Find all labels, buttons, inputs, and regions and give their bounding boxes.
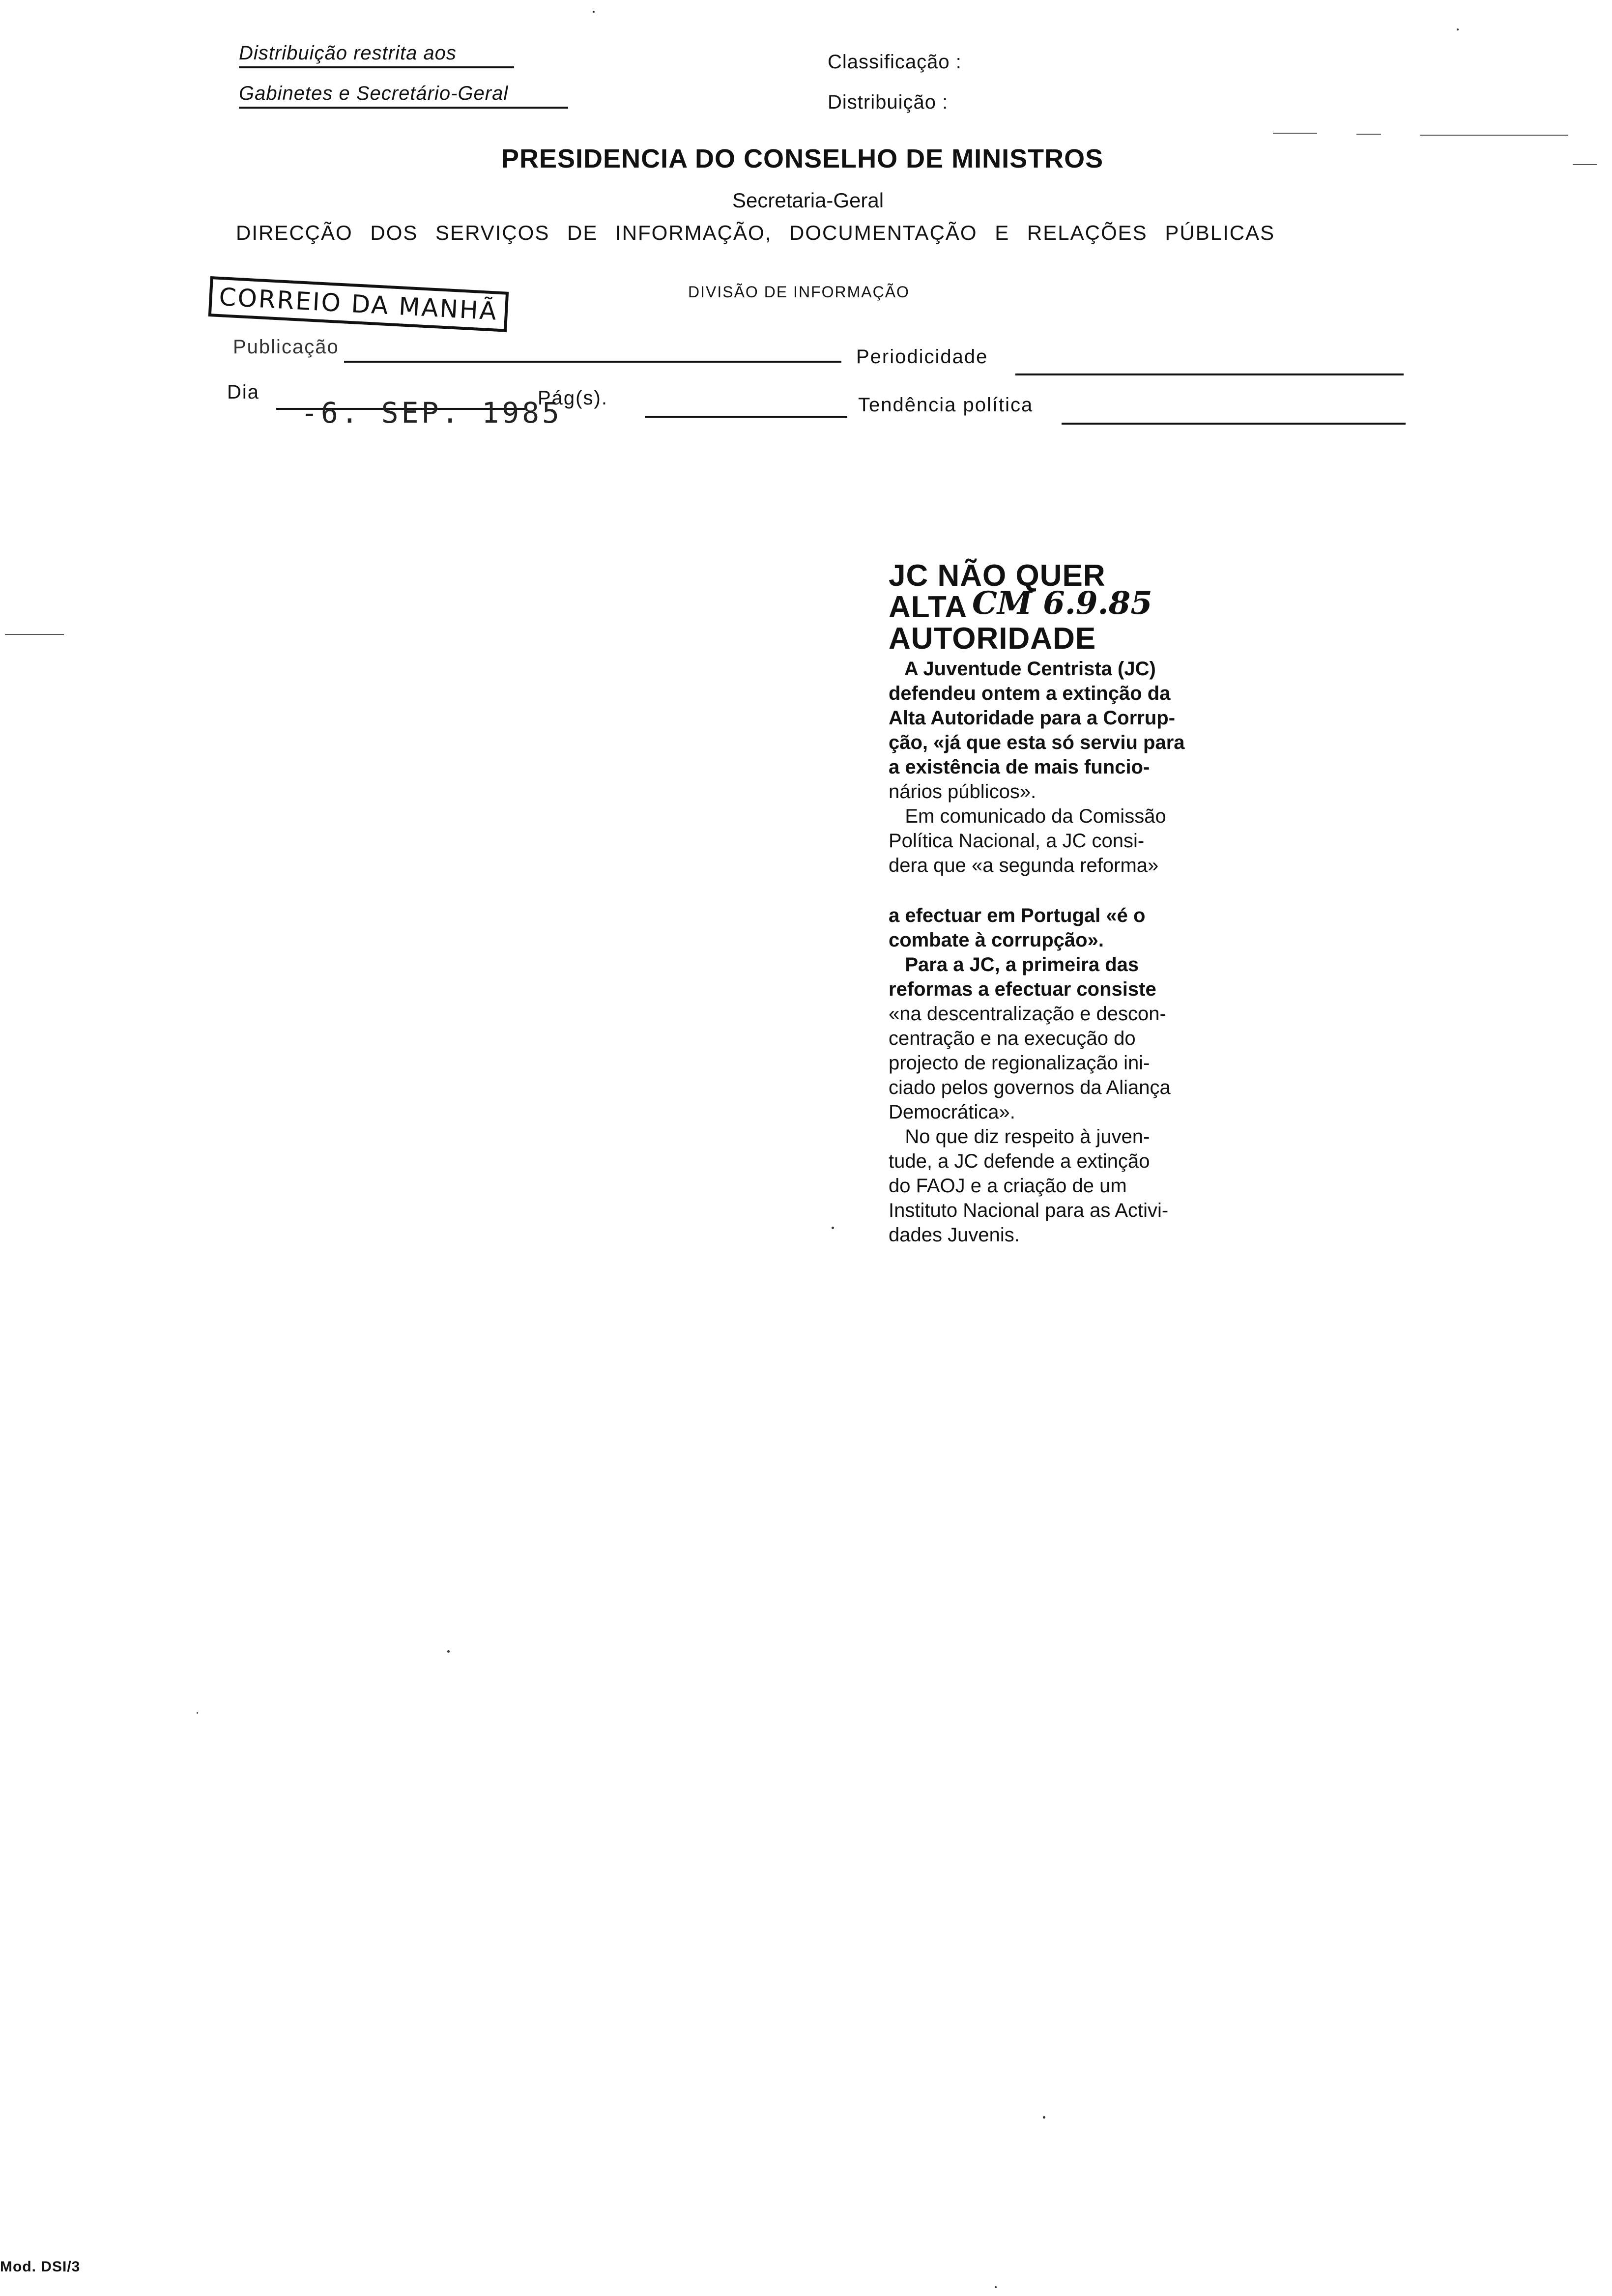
restricted-distribution-line2: Gabinetes e Secretário-Geral — [239, 83, 568, 109]
publication-stamp: CORREIO DA MANHÃ — [208, 276, 509, 332]
form-model-code: Mod. DSI/3 — [0, 2259, 81, 2275]
clipping-headline-line1: JC NÃO QUER — [889, 559, 1106, 593]
distribuicao-label: Distribuição : — [828, 91, 949, 113]
dia-label: Dia — [227, 381, 260, 403]
clipping-body-line: reformas a efectuar consiste — [889, 978, 1156, 1000]
scan-artifact — [1356, 134, 1381, 135]
clipping-body-line: centração e na execução do — [889, 1028, 1136, 1049]
scan-artifact — [1420, 135, 1568, 136]
scan-artifact — [832, 1227, 834, 1229]
clipping-body-line: tude, a JC defende a extinção — [889, 1150, 1150, 1172]
scan-artifact — [447, 1650, 450, 1653]
tendencia-line — [1062, 423, 1406, 425]
clipping-body-part2 — [889, 903, 1242, 1247]
newspaper-clipping — [889, 560, 1242, 1247]
periodicidade-label: Periodicidade — [856, 346, 988, 368]
scan-artifact — [1457, 29, 1459, 30]
clipping-body-line: «na descentralização e descon- — [889, 1003, 1166, 1025]
clipping-body-line: combate à corrupção». — [889, 929, 1104, 951]
classificacao-label: Classificação : — [828, 51, 962, 73]
scan-artifact — [995, 2286, 997, 2288]
date-stamp: -6. SEP. 1985 — [301, 396, 562, 430]
scan-artifact — [1273, 133, 1317, 134]
clipping-body-line: dera que «a segunda reforma» — [889, 855, 1159, 876]
clipping-body-line: Política Nacional, a JC consi- — [889, 830, 1145, 852]
clipping-body-line: a efectuar em Portugal «é o — [889, 905, 1146, 926]
clipping-body-line: a existência de mais funcio- — [889, 756, 1150, 778]
clipping-body-line: defendeu ontem a extinção da — [889, 683, 1171, 704]
scan-artifact — [593, 11, 595, 13]
tendencia-label: Tendência política — [858, 394, 1034, 416]
divisao-heading: DIVISÃO DE INFORMAÇÃO — [688, 283, 910, 301]
periodicidade-line — [1015, 373, 1404, 375]
clipping-body-line: projecto de regionalização ini- — [889, 1052, 1150, 1074]
clipping-headline-line3: AUTORIDADE — [889, 622, 1096, 656]
clipping-body-line: dades Juvenis. — [889, 1224, 1020, 1246]
clipping-body-line: do FAOJ e a criação de um — [889, 1175, 1127, 1197]
clipping-body-line: Democrática». — [889, 1101, 1015, 1123]
handwritten-date-note: CM 6.9.85 — [972, 585, 1152, 622]
page-title: PRESIDENCIA DO CONSELHO DE MINISTROS — [501, 144, 1104, 173]
restricted-distribution-line1: Distribuição restrita aos — [239, 42, 514, 68]
clipping-body-line: ção, «já que esta só serviu para — [889, 732, 1185, 753]
page-subtitle: Secretaria-Geral — [732, 189, 884, 212]
publicacao-line — [344, 361, 841, 363]
pags-line — [645, 416, 847, 418]
publicacao-label: Publicação — [233, 336, 339, 358]
scan-artifact — [1043, 2116, 1045, 2119]
clipping-body-line: A Juventude Centrista (JC) — [889, 658, 1156, 680]
clipping-body-line: No que diz respeito à juven- — [889, 1126, 1150, 1148]
clipping-headline-line2 — [889, 585, 1242, 624]
clipping-body-line: Para a JC, a primeira das — [889, 954, 1139, 976]
scan-artifact — [1573, 164, 1597, 165]
clipping-body-line: Em comunicado da Comissão — [889, 805, 1166, 827]
clipping-body-line: Instituto Nacional para as Activi- — [889, 1200, 1169, 1221]
scan-artifact — [197, 1712, 198, 1714]
clipping-body-part1 — [889, 657, 1242, 878]
clipping-body-line: nários públicos». — [889, 781, 1036, 803]
pags-label: Pág(s). — [538, 387, 608, 409]
direccao-heading: DIRECÇÃO DOS SERVIÇOS DE INFORMAÇÃO, DOCUMENTAÇÃO E RELAÇÕES PÚBLICAS — [236, 221, 1275, 244]
clipping-body-line: ciado pelos governos da Aliança — [889, 1077, 1171, 1098]
clipping-headline-alta: ALTA — [889, 590, 968, 624]
scan-artifact — [5, 634, 64, 635]
clipping-body-line: Alta Autoridade para a Corrup- — [889, 707, 1176, 729]
